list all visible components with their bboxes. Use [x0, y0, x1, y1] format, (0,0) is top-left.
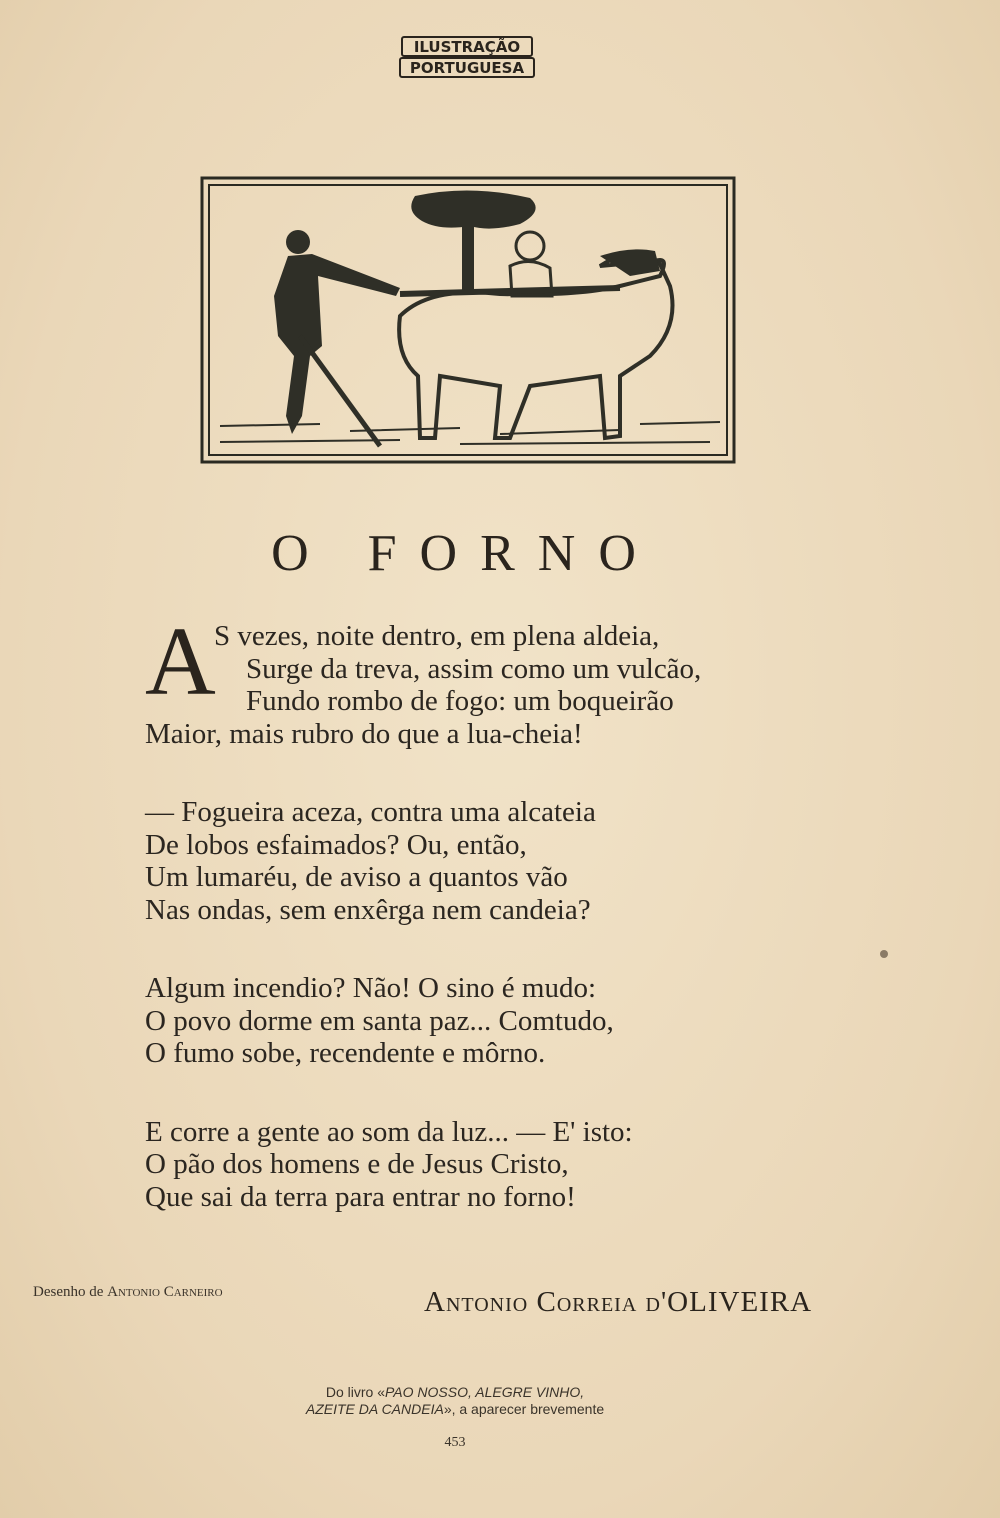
book-title-line2: AZEITE DA CANDEIA — [305, 1401, 444, 1417]
stanza-1 — [145, 608, 845, 750]
poem-line: O pão dos homens e de Jesus Cristo, — [145, 1148, 569, 1180]
poem-line: Fundo rombo de fogo: um boqueirão — [246, 685, 674, 717]
credit-name: Antonio Carneiro — [107, 1284, 223, 1300]
poem-line: O fumo sobe, recendente e môrno. — [145, 1037, 546, 1069]
poem-line: Que sai da terra para entrar no forno! — [145, 1180, 576, 1213]
book-source-note — [0, 1384, 910, 1418]
credit-prefix: Desenho de — [33, 1284, 104, 1300]
poem-line: Um lumaréu, de aviso a quantos vão — [145, 861, 568, 893]
stanza-2 — [145, 796, 845, 926]
masthead-logo — [398, 34, 536, 80]
source-suffix: », a aparecer brevemente — [443, 1401, 605, 1417]
poem-line: S vezes, noite dentro, em plena aldeia, — [214, 620, 660, 652]
poem-line: De lobos esfaimados? Ou, então, — [145, 828, 527, 861]
poem-line: — Fogueira aceza, contra uma alcateia — [145, 796, 596, 828]
poem-title: O FORNO — [271, 525, 659, 582]
drop-cap: A — [145, 608, 216, 716]
masthead-line1: ILUSTRAÇÃO — [413, 38, 521, 56]
poem-line: Maior, mais rubro do que a lua-cheia! — [145, 717, 583, 750]
masthead-line2: PORTUGUESA — [409, 59, 525, 77]
poem-line: O povo dorme em santa paz... Comtudo, — [145, 1004, 614, 1037]
poem-line: Nas ondas, sem enxêrga nem candeia? — [145, 893, 591, 926]
illustration-credit — [33, 1284, 223, 1301]
source-prefix: Do livro « — [325, 1384, 385, 1400]
stanza-3 — [145, 972, 845, 1070]
poem-body — [145, 608, 845, 1259]
poem-line: Algum incendio? Não! O sino é mudo: — [145, 972, 597, 1004]
stanza-4 — [145, 1116, 845, 1214]
poem-author: Antonio Correia d'OLIVEIRA — [424, 1286, 813, 1318]
poem-line: Surge da treva, assim como um vulcão, — [246, 652, 702, 685]
paper-speck — [880, 950, 888, 958]
page-number: 453 — [444, 1435, 466, 1450]
woodcut-illustration — [200, 176, 736, 464]
poem-line: E corre a gente ao som da luz... — E' isto: — [145, 1115, 633, 1148]
book-title-line1: PAO NOSSO, ALEGRE VINHO, — [384, 1384, 585, 1400]
